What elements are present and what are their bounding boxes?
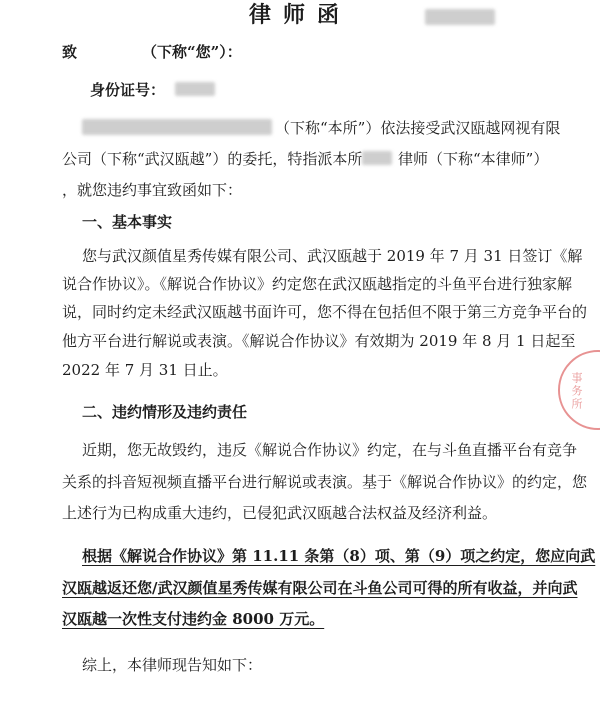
paragraph-line-emphasis: 汉瓯越返还您/武汉颜值星秀传媒有限公司在斗鱼公司可得的所有收益，并向武	[62, 579, 578, 597]
paragraph-line: 上述行为已构成重大违约，已侵犯武汉瓯越合法权益及经济利益。	[62, 504, 498, 522]
paragraph-line: ，就您违约事宜致函如下：	[62, 181, 243, 199]
paragraph-line: 他方平台进行解说或表演。《解说合作协议》有效期为 2019 年 8 月 1 日起至	[62, 332, 576, 350]
paragraph-line: 律师（下称“本律师”）	[398, 150, 549, 168]
paragraph-line: 说合作协议》。《解说合作协议》约定您在武汉瓯越指定的斗鱼平台进行独家解	[62, 275, 573, 293]
redaction-block	[362, 151, 392, 165]
paragraph-line: 近期，您无故毁约，违反《解说合作协议》约定，在与斗鱼直播平台有竞争	[82, 441, 578, 459]
paragraph-line-emphasis: 根据《解说合作协议》第 11.11 条第（8）项、第（9）项之约定，您应向武	[82, 547, 596, 565]
red-seal-stamp	[558, 350, 600, 430]
paragraph-line: 公司（下称“武汉瓯越”）的委托，特指派本所	[62, 150, 363, 168]
stamp-text: 事务所	[570, 372, 583, 411]
paragraph-line: 关系的抖音短视频直播平台进行解说或表演。基于《解说合作协议》的约定，您	[62, 473, 588, 491]
paragraph-line: 说，同时约定未经武汉瓯越书面许可，您不得在包括但不限于第三方竞争平台的	[62, 303, 588, 321]
section-heading: 一、基本事实	[82, 213, 173, 231]
paragraph-line: 综上，本律师现告知如下：	[82, 656, 263, 674]
to-suffix: （下称“您”）：	[142, 43, 242, 61]
redaction-block	[82, 119, 272, 135]
paragraph-line: 2022 年 7 月 31 日止。	[62, 361, 228, 379]
to-label: 致	[62, 43, 78, 61]
document-title: 律师函	[248, 2, 351, 28]
paragraph-line-emphasis: 汉瓯越一次性支付违约金 8000 万元。	[62, 610, 325, 628]
section-heading: 二、违约情形及违约责任	[82, 403, 248, 421]
paragraph-line: （下称“本所”）依法接受武汉瓯越网视有限	[275, 119, 561, 137]
redaction-block	[175, 82, 215, 96]
paragraph-line: 您与武汉颜值星秀传媒有限公司、武汉瓯越于 2019 年 7 月 31 日签订《解	[82, 247, 583, 265]
id-label: 身份证号：	[90, 81, 166, 99]
redaction-block	[425, 9, 495, 25]
